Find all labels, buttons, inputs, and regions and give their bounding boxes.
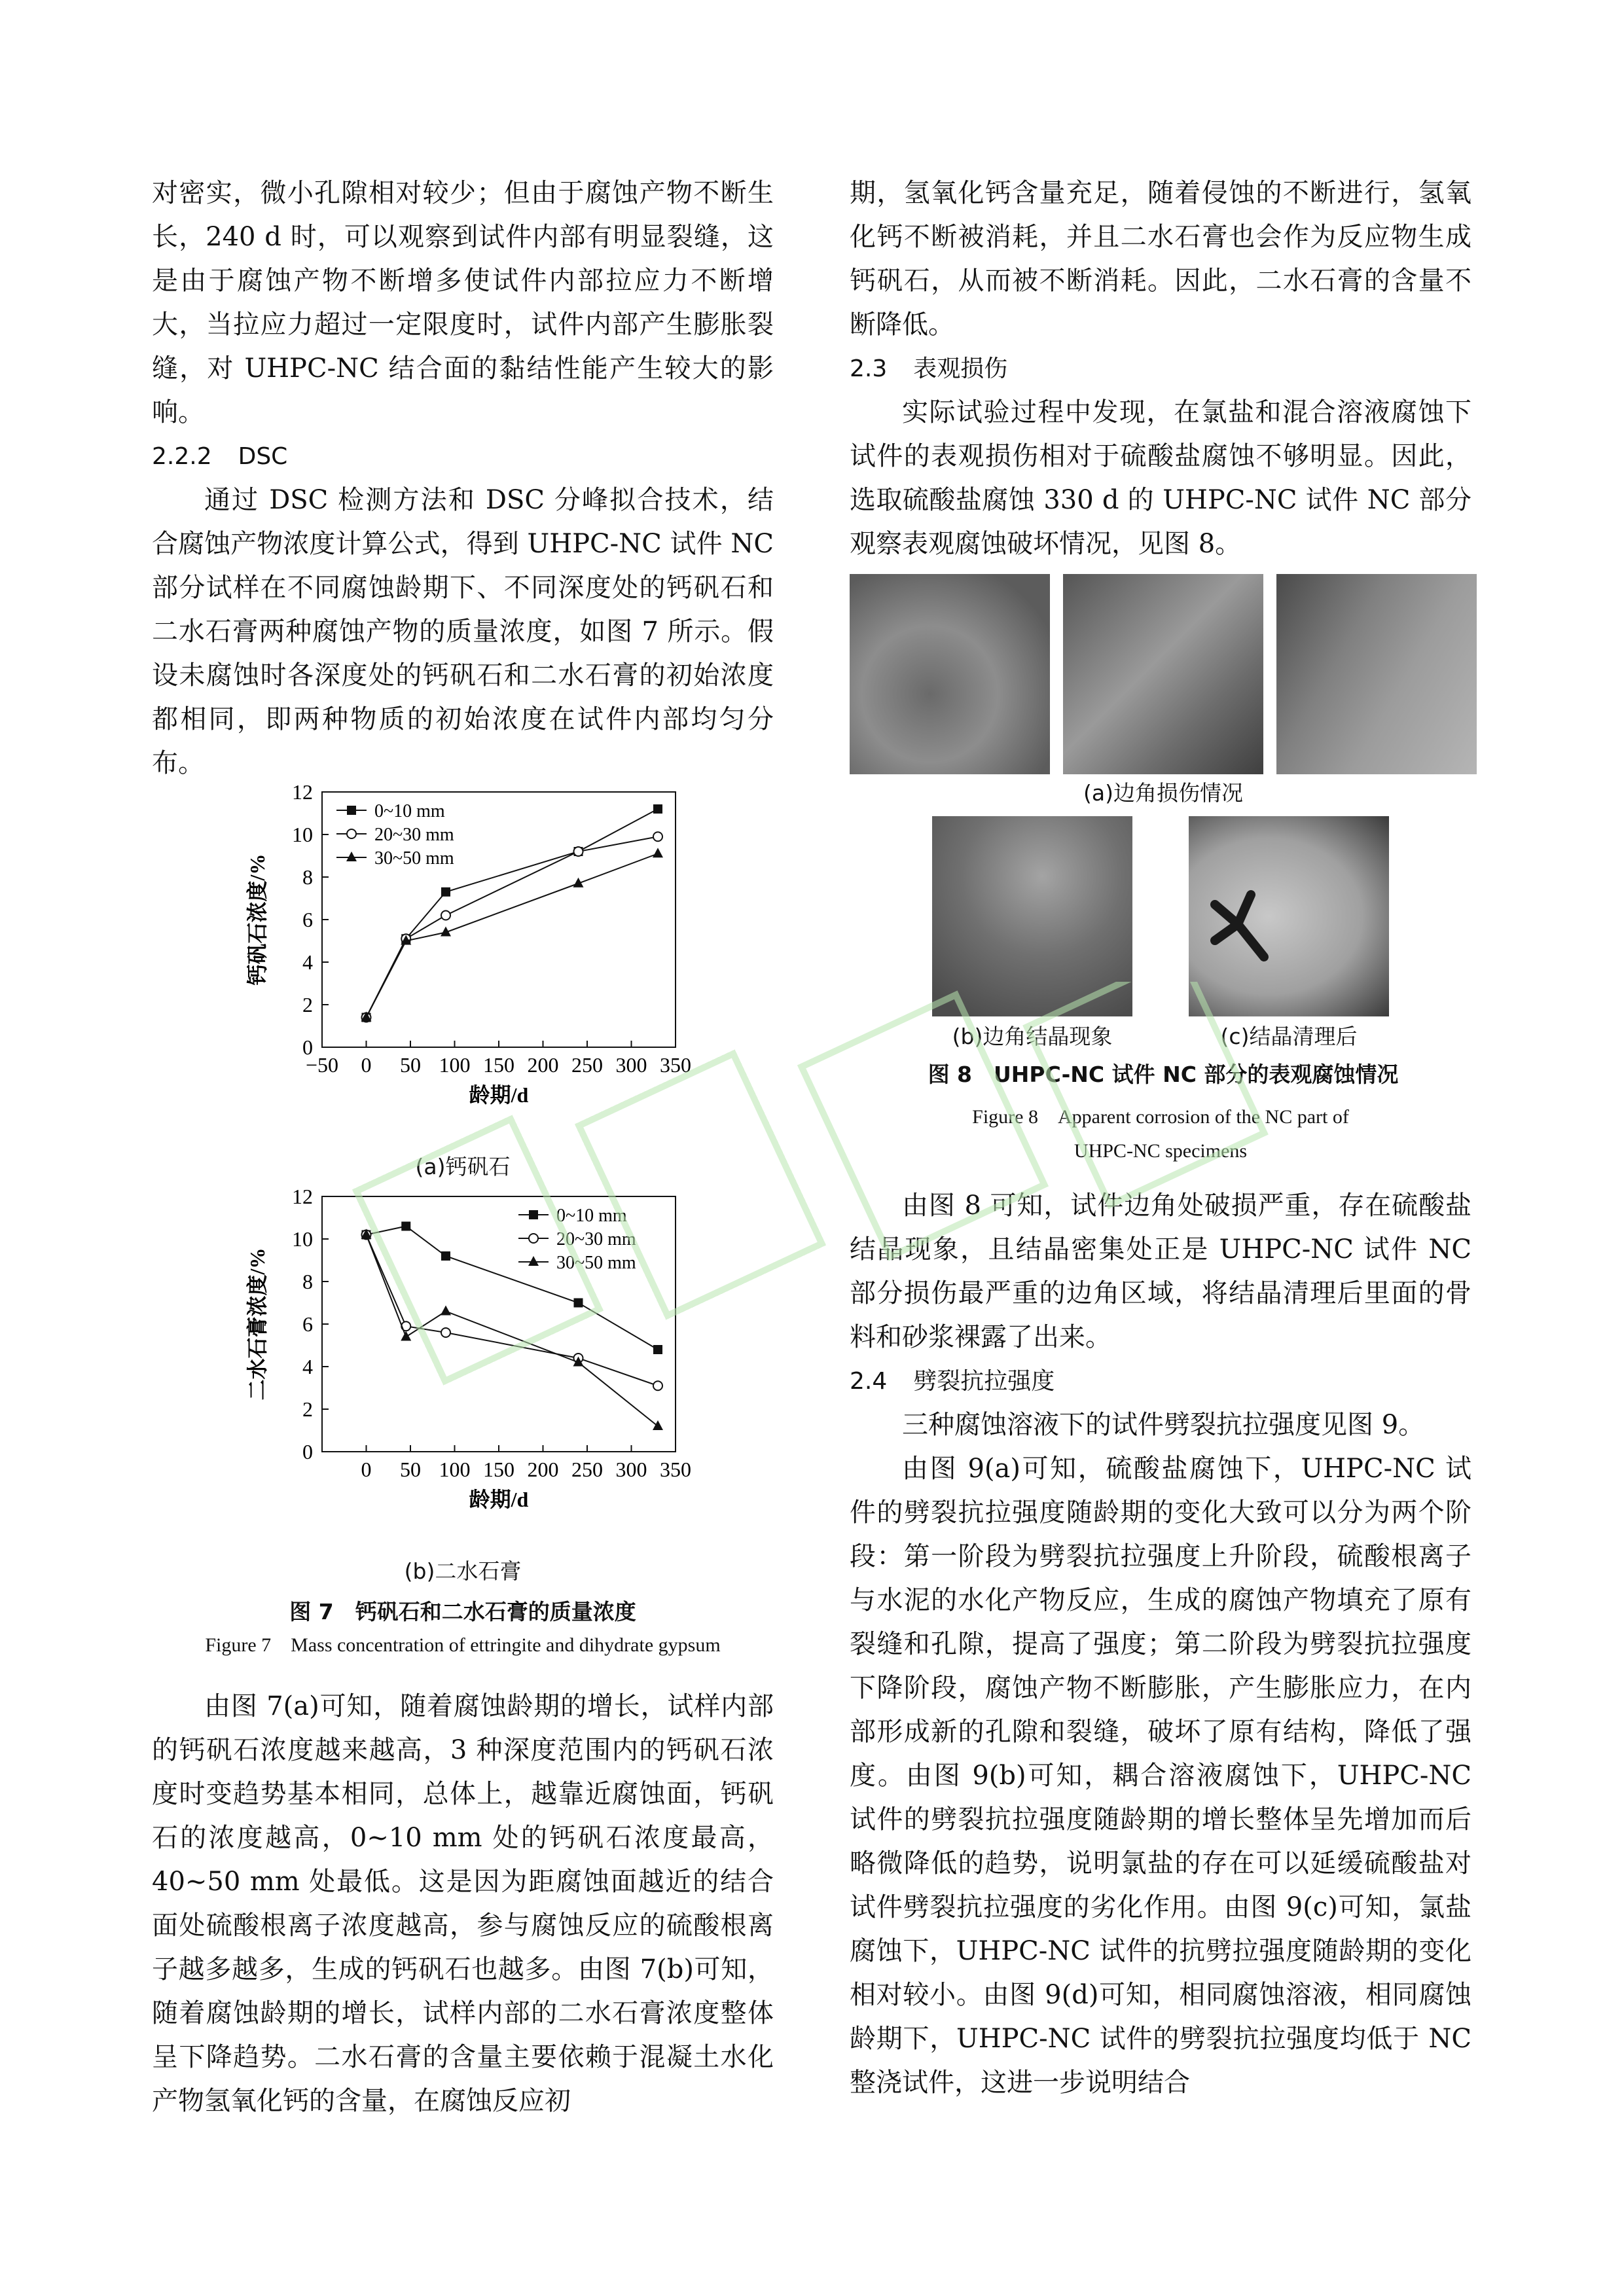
data-point [441,888,450,897]
legend-entry: 30~50 mm [556,1253,636,1273]
data-point [441,1328,450,1337]
x-tick-label: 100 [439,1053,471,1077]
heading-number: 2.4 [850,1368,888,1395]
figure-8a-subcaption: (a)边角损伤情况 [1083,780,1243,806]
x-axis-label: 龄期/d [469,1488,529,1511]
body-paragraph: 对密实，微小孔隙相对较少；但由于腐蚀产物不断生长，240 d 时，可以观察到试件内部有明显裂缝，这是由于腐蚀产物不断增多使试件内部拉应力不断增大，当拉应力超过一定限度时，试件内部产生膨胀裂缝，对 UHPC-NC 结合面的黏结性能产生较大的影响。 [152,178,774,427]
x-tick-label: 300 [615,1053,647,1077]
section-heading-2-2-2 [152,435,774,478]
data-point [441,911,450,920]
x-tick-label: 100 [439,1458,471,1481]
figure-8-caption-en-line2: UHPC-NC specimens [1074,1140,1248,1162]
x-tick-label: 300 [615,1458,647,1481]
heading-text: 劈裂抗拉强度 [913,1368,1055,1395]
x-tick-label: 200 [527,1053,559,1077]
data-point [347,829,356,838]
legend-entry: 0~10 mm [556,1206,627,1226]
data-point [653,804,662,814]
data-point [529,1234,538,1243]
photo-corner-crystallization [932,816,1132,1016]
x-tick-label: 0 [361,1053,372,1077]
chart-ettringite [152,785,774,1152]
x-tick-label: 50 [400,1053,421,1077]
y-tick-label: 8 [302,865,313,889]
y-axis-label: 钙矾石浓度/% [245,853,269,986]
data-point [347,806,356,815]
body-paragraph: 三种腐蚀溶液下的试件劈裂抗拉强度见图 9。 [902,1410,1425,1440]
heading-text: 表观损伤 [913,355,1008,382]
body-paragraph: 实际试验过程中发现，在氯盐和混合溶液腐蚀下试件的表观损伤相对于硫酸盐腐蚀不够明显。因此，选取硫酸盐腐蚀 330 d 的 UHPC-NC 试件 NC 部分观察表观腐蚀破坏情况，见图 8。 [850,397,1471,559]
y-tick-label: 12 [292,785,313,804]
heading-number: 2.3 [850,355,888,382]
left-column [152,171,774,2123]
y-tick-label: 2 [302,993,313,1016]
data-point [346,852,357,861]
legend [336,801,454,869]
data-point [441,1251,450,1261]
y-tick-label: 8 [302,1270,313,1293]
x-tick-label: 50 [400,1458,421,1481]
y-tick-label: 4 [302,950,313,974]
y-tick-label: 6 [302,1312,313,1336]
data-point [653,1420,663,1430]
body-paragraph: 由图 9(a)可知，硫酸盐腐蚀下，UHPC-NC 试件的劈裂抗拉强度随龄期的变化大致可以分为两个阶段：第一阶段为劈裂抗拉强度上升阶段，硫酸根离子与水泥的水化产物反应，生成的腐蚀产物填充了原有裂缝和孔隙，提高了强度；第二阶段为劈裂抗拉强度下降阶段，腐蚀产物不断膨胀，产生膨胀应力，在内部形成新的孔隙和裂缝，破坏了原有结构，降低了强度。由图 9(b)可知，耦合溶液腐蚀下，UHPC-NC 试件的劈裂抗拉强度随龄期的增长整体呈先增加而后略微降低的趋势，说明氯盐的存在可以延缓硫酸盐对试件劈裂抗拉强度的劣化作用。由图 9(c)可知，氯盐腐蚀下，UHPC-NC 试件的抗劈拉强度随龄期的变化相对较小。由图 9(d)可知，相同腐蚀溶液，相同腐蚀龄期下，UHPC-NC 试件的劈裂抗拉强度均低于 NC 整浇试件，这进一步说明结合 [850,1454,1471,2098]
data-point [653,848,663,857]
x-tick-label: 250 [571,1053,603,1077]
y-axis-label: 二水石膏浓度/% [245,1247,269,1401]
x-tick-label: 350 [660,1458,691,1481]
section-heading-2-3 [850,347,1471,391]
legend-entry: 20~30 mm [374,825,454,845]
chart-gypsum [152,1190,774,1556]
x-tick-label: 150 [483,1458,514,1481]
y-tick-label: 10 [292,1227,313,1251]
figure-7b-subcaption: (b)二水石膏 [404,1558,522,1584]
figure-7-caption-cn: 图 7 钙矾石和二水石膏的质量浓度 [289,1599,636,1624]
figure-8-caption-en-line1: Figure 8 Apparent corrosion of the NC part of [972,1106,1349,1128]
y-tick-label: 6 [302,908,313,931]
heading-number: 2.2.2 [152,443,212,470]
data-point [653,1345,662,1354]
y-tick-label: 2 [302,1397,313,1421]
data-point [401,1331,411,1341]
x-tick-label: 150 [483,1053,514,1077]
body-paragraph: 通过 DSC 检测方法和 DSC 分峰拟合技术，结合腐蚀产物浓度计算公式，得到 UHPC-NC 试件 NC 部分试样在不同腐蚀龄期下、不同深度处的钙矾石和二水石膏两种腐蚀产物的质量浓度，如图 7 所示。假设未腐蚀时各深度处的钙矾石和二水石膏的初始浓度都相同，即两种物质的初始浓度在试件内部均匀分布。 [152,485,774,778]
data-point [574,847,583,856]
x-tick-label: −50 [305,1053,339,1077]
x-tick-label: 350 [660,1053,691,1077]
body-paragraph: 由图 7(a)可知，随着腐蚀龄期的增长，试样内部的钙矾石浓度越来越高，3 种深度范围内的钙矾石浓度时变趋势基本相同，总体上，越靠近腐蚀面，钙矾石的浓度越高，0~10 mm 处的钙矾石浓度最高，40~50 mm 处最低。这是因为距腐蚀面越近的结合面处硫酸根离子浓度越高，参与腐蚀反应的硫酸根离子越多越多，生成的钙矾石也越多。由图 7(b)可知，随着腐蚀龄期的增长，试样内部的二水石膏浓度整体呈下降趋势。二水石膏的含量主要依赖于混凝土水化产物氢氧化钙的含量，在腐蚀反应初 [152,1691,774,2116]
photo-corner-damage-1 [850,574,1050,774]
y-tick-label: 10 [292,823,313,846]
legend-entry: 30~50 mm [374,848,454,869]
legend [518,1206,636,1273]
x-tick-label: 250 [571,1458,603,1481]
figure-8-caption-cn: 图 8 UHPC-NC 试件 NC 部分的表观腐蚀情况 [928,1062,1399,1087]
x-tick-label: 200 [527,1458,559,1481]
data-point [653,1381,662,1390]
legend-entry: 20~30 mm [556,1229,636,1249]
data-point [441,1306,451,1316]
y-tick-label: 0 [302,1440,313,1463]
section-heading-2-4 [850,1359,1471,1403]
right-column [850,171,1471,2105]
data-point [528,1256,539,1266]
data-point [529,1210,538,1219]
figure-8b-subcaption: (b)边角结晶现象 [952,1024,1113,1049]
data-point [653,832,662,841]
photo-corner-damage-3 [1276,574,1477,774]
x-axis-label: 龄期/d [469,1083,529,1107]
heading-text: DSC [238,443,288,470]
figure-8c-subcaption: (c)结晶清理后 [1220,1024,1358,1049]
data-point [401,1222,410,1231]
figure-7 [152,785,774,1596]
data-point [574,1299,583,1308]
photo-after-crystal-cleaning [1189,816,1389,1016]
y-tick-label: 0 [302,1035,313,1059]
figure-8 [850,566,1471,1100]
y-tick-label: 12 [292,1190,313,1208]
crack-mark-icon [1189,816,1389,1016]
body-paragraph: 期，氢氧化钙含量充足，随着侵蚀的不断进行，氢氧化钙不断被消耗，并且二水石膏也会作为反应物生成钙矾石，从而被不断消耗。因此，二水石膏的含量不断降低。 [850,178,1471,340]
body-paragraph: 由图 8 可知，试件边角处破损严重，存在硫酸盐结晶现象，且结晶密集处正是 UHPC-NC 试件 NC 部分损伤最严重的边角区域，将结晶清理后里面的骨料和砂浆裸露了出来。 [850,1191,1471,1352]
y-tick-label: 4 [302,1355,313,1378]
legend-entry: 0~10 mm [374,801,445,821]
x-tick-label: 0 [361,1458,372,1481]
figure-7-caption-en: Figure 7 Mass concentration of ettringite and dihydrate gypsum [205,1634,721,1656]
photo-corner-damage-2 [1063,574,1263,774]
figure-7a-subcaption: (a)钙矾石 [415,1154,511,1179]
